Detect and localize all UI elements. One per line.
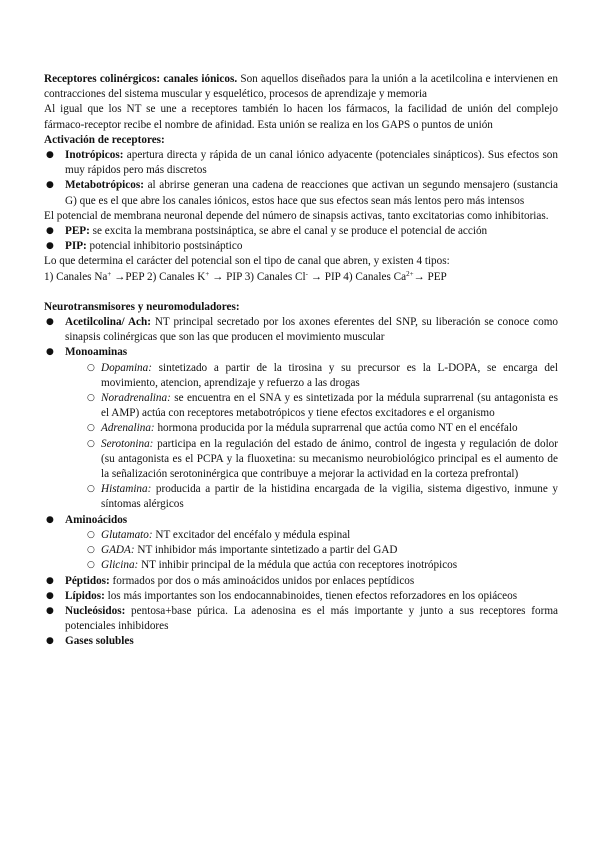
list-item-aminoacids: ● Aminoácidos ○ Glutamato: NT excitador del encéfalo y médula espinal ○ GADA: NT inhibidor más importante sintetizado a partir del GAD ○ Glicina: NT inhibir principal de la médula que actúa con receptores inotrópicos	[44, 513, 558, 574]
neuro-list	[44, 315, 558, 649]
sublist-item: ○ Serotonina: participa en la regulación del estado de ánimo, control de ingesta y regulación de dolor (su antagonista es el PCPA y la fluoxetina: su mecanismo neurobiológico principal es el aumento de la señalización serotoninérgica que contribuye a mejorar la actividad en la corteza prefrontal)	[87, 437, 558, 483]
intro-title: Receptores colinérgicos: canales iónicos.	[44, 73, 238, 85]
neuro-heading: Neurotransmisores y neuromoduladores:	[44, 300, 240, 313]
list-item-ach: ● Acetilcolina/ Ach: NT principal secretado por los axones eferentes del SNP, su liberación se conoce como sinapsis colinérgicas que son las que producen el movimiento muscular	[44, 315, 558, 345]
list-item-lipids: ● Lípidos: los más importantes son los endocannabinoides, tienen efectos reforzadores en los opiáceos	[44, 589, 558, 604]
list-item-peptides: ● Péptidos: formados por dos o más aminoácidos unidos por enlaces peptídicos	[44, 574, 558, 589]
list-item-monoamines: ● Monoaminas ○ Dopamina: sintetizado a partir de la tirosina y su precursor es la L-DOPA, se encarga del movimiento, atencion, aprendizaje y refuerzo a las drogas ○ Noradrenalina: se encuentra en el SNA y es sintetizada por la médula suprarrenal (su antagonista es el AMP) actúa con receptores metabotrópicos y tiene efectos excitadores e el organismo ○ Adrenalina: hormona producida por la médula suprarrenal que actúa como NT en el encéfalo ○ Serotonina: participa en la regulación del estado de ánimo, control de ingesta y regulación de dolor (su antagonista es el PCPA y la fluoxetina: su mecanismo neurobiológico principal es el aumento de la señalización serotoninérgica que contribuye a mejorar la actividad en la corteza prefrontal) ○ Histamina: producida a partir de la histidina encargada de la vigilia, sistema digestivo, inmune y síntomas alérgicos	[44, 345, 558, 512]
channels-intro: Lo que determina el carácter del potencial son el tipo de canal que abren, y existen 4 tipos:	[44, 255, 450, 268]
channels-line: 1) Canales Na+ →PEP 2) Canales K+ → PIP 3) Canales Cl- → PIP 4) Canales $Ca^{2+}\to$ PEP	[44, 269, 447, 283]
sublist-item: ○ Glicina: NT inhibir principal de la médula que actúa con receptores inotrópicos	[87, 558, 558, 573]
intro-text: Son aquellos diseñados para la unión a la acetilcolina e intervienen en contracciones del sistema muscular y esquelético, procesos de aprendizaje y memoria	[44, 73, 558, 101]
activation-heading: Activación de receptores:	[44, 133, 165, 146]
section-gap	[44, 285, 558, 300]
potentials-list	[44, 224, 558, 254]
potential-paragraph: El potencial de membrana neuronal depende del número de sinapsis activas, tanto excitatorias como inhibitorias.	[44, 209, 549, 222]
list-item: ● Metabotrópicos: al abrirse generan una cadena de reacciones que activan un segundo mensajero (sustancia G) que es el que abre los canales iónicos, estos hace que sus efectos sean más lentos pero más intensos	[44, 178, 558, 208]
list-item: ● PIP: potencial inhibitorio postsináptico	[44, 239, 558, 254]
activation-list	[44, 148, 558, 209]
sublist-item: ○ Noradrenalina: se encuentra en el SNA y es sintetizada por la médula suprarrenal (su antagonista es el AMP) actúa con receptores metabotrópicos y tiene efectos excitadores e el organismo	[87, 391, 558, 421]
list-item: ● PEP: se excita la membrana postsináptica, se abre el canal y se produce el potencial de acción	[44, 224, 558, 239]
sublist-item: ○ Adrenalina: hormona producida por la médula suprarrenal que actúa como NT en el encéfalo	[87, 421, 558, 436]
document-page	[44, 72, 558, 650]
aminoacids-sublist	[65, 528, 558, 574]
monoamines-sublist	[65, 361, 558, 513]
list-item-gases: ● Gases solubles	[44, 634, 558, 649]
intro-paragraph	[44, 72, 558, 102]
sublist-item: ○ Dopamina: sintetizado a partir de la tirosina y su precursor es la L-DOPA, se encarga del movimiento, atencion, aprendizaje y refuerzo a las drogas	[87, 361, 558, 391]
list-item: ● Inotrópicos: apertura directa y rápida de un canal iónico adyacente (potenciales sinápticos). Sus efectos son muy rápidos pero más discretos	[44, 148, 558, 178]
sublist-item: ○ Histamina: producida a partir de la histidina encargada de la vigilia, sistema digestivo, inmune y síntomas alérgicos	[87, 482, 558, 512]
sublist-item: ○ GADA: NT inhibidor más importante sintetizado a partir del GAD	[87, 543, 558, 558]
sublist-item: ○ Glutamato: NT excitador del encéfalo y médula espinal	[87, 528, 558, 543]
affinity-paragraph: Al igual que los NT se une a receptores también lo hacen los fármacos, la facilidad de unión del complejo fármaco-receptor recibe el nombre de afinidad. Esta unión se realiza en los GAPS o puntos de unión	[44, 103, 558, 131]
list-item-nucleosides: ● Nucleósidos: pentosa+base púrica. La adenosina es el más importante y junto a sus receptores forma potenciales inhibidores	[44, 604, 558, 634]
